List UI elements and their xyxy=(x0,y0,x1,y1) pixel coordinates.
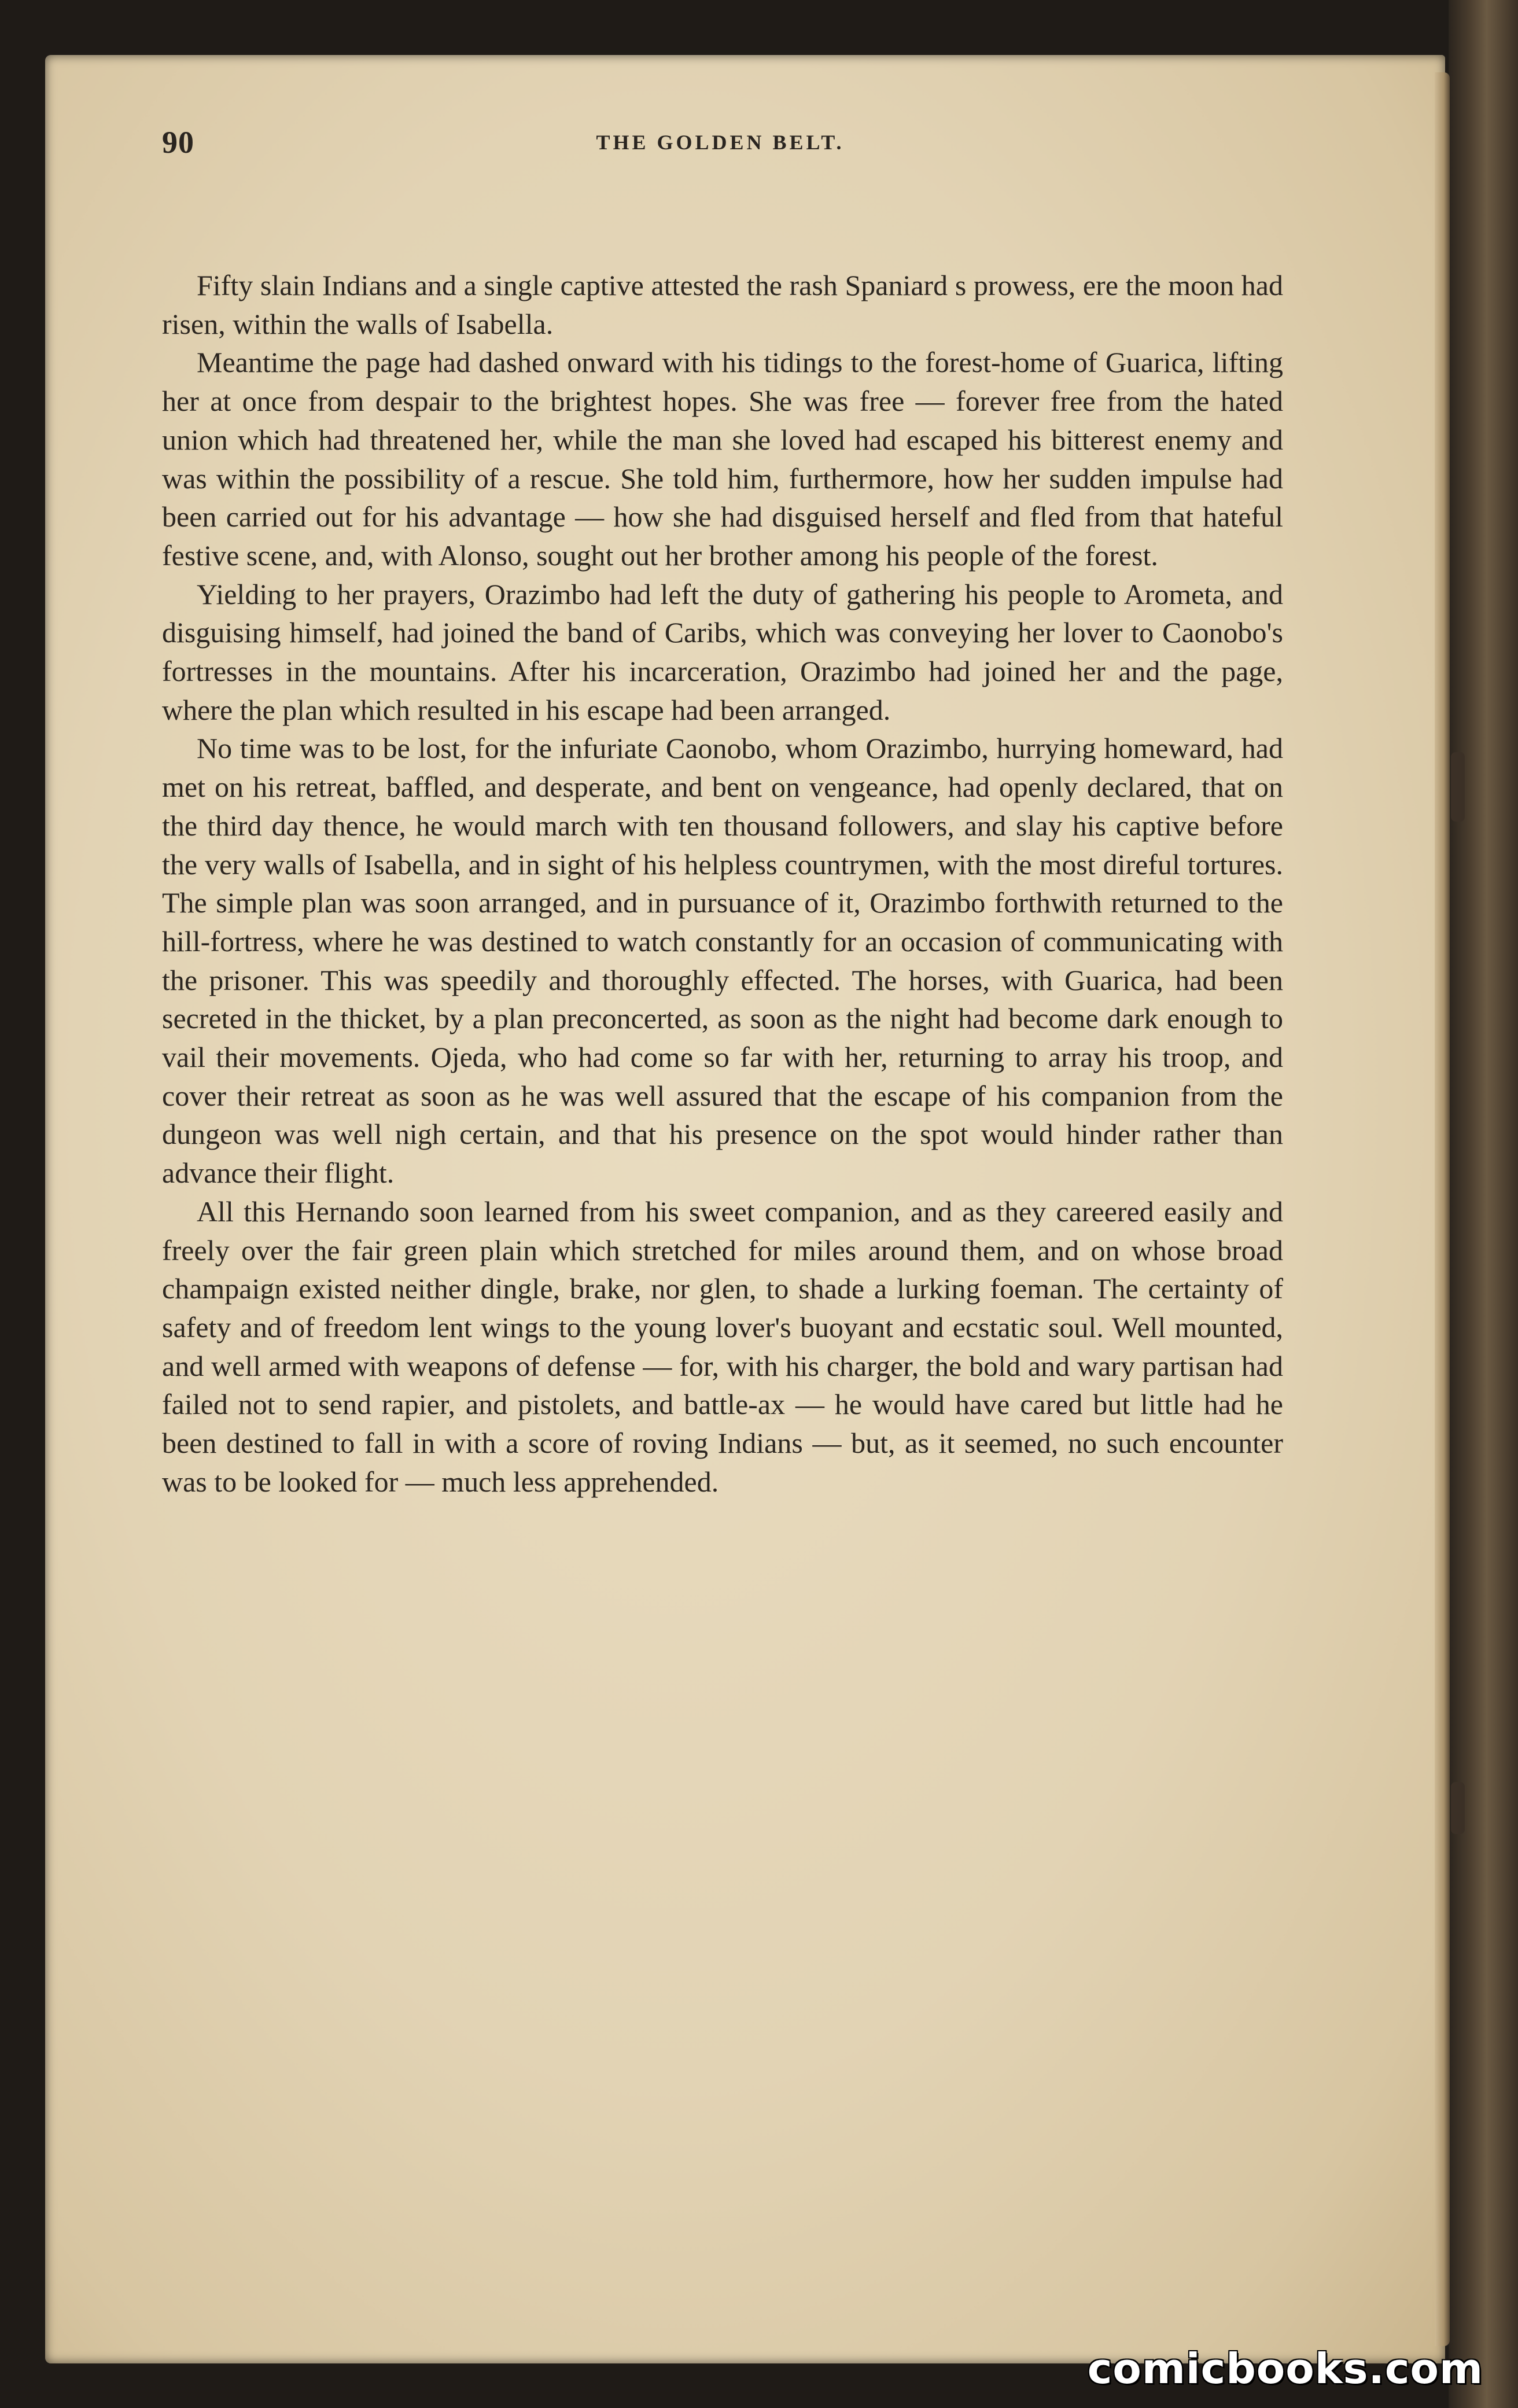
running-head xyxy=(162,124,1278,182)
book-spine-shadow xyxy=(1449,0,1518,2408)
paragraph: Yielding to her prayers, Orazimbo had left the duty of gathering his people to Arometa, and disguising himself, had joined the band of Caribs, which was conveying her lover to Caonobo's fortresses in the mountains. After his incarceration, Orazimbo had joined her and the page, where the plan which resulted in his escape had been arranged. xyxy=(162,577,1283,726)
body-text xyxy=(162,266,1283,1501)
page-edge xyxy=(1435,72,1450,2346)
running-title: THE GOLDEN BELT. xyxy=(596,131,845,154)
paragraph: Fifty slain Indians and a single captive attested the rash Spaniard s prowess, ere the moon had risen, within the walls of Isabella. xyxy=(162,269,1283,340)
paragraph: Meantime the page had dashed onward with his tidings to the forest-home of Guarica, lifting her at once from despair to the brightest hopes. She was free — forever free from the hated union which had threatened her, while the man she loved had escaped his bitterest enemy and was within the possibility of a rescue. She told him, furthermore, how her sudden impulse had been carried out for his advantage — how she had disguised herself and fled from that hateful festive scene, and, with Alonso, sought out her brother among his people of the forest. xyxy=(162,346,1283,572)
paragraph: All this Hernando soon learned from his sweet companion, and as they careered easily and freely over the fair green plain which stretched for miles around them, and on whose broad champaign existed neither dingle, brake, nor glen, to shade a lurking foeman. The certainty of safety and of freedom lent wings to the young lover's buoyant and ecstatic soul. Well mounted, and well armed with weapons of defense — for, with his charger, the bold and wary partisan had failed not to send rapier, and pistolets, and battle-ax — he would have cared but little had he been destined to fall in with a score of roving Indians — but, as it seemed, no such encounter was to be looked for — much less apprehended. xyxy=(162,1195,1283,1498)
page-number: 90 xyxy=(162,125,194,160)
binding-thread-mark xyxy=(1451,752,1465,822)
site-watermark: comicbooks.com xyxy=(1087,2344,1483,2393)
binding-thread-mark xyxy=(1451,1782,1465,1834)
paragraph: No time was to be lost, for the infuriate Caonobo, whom Orazimbo, hurrying homeward, had met on his retreat, baffled, and desperate, and bent on vengeance, had openly declared, that on the third day thence, he would march with ten thousand followers, and slay his captive before the very walls of Isabella, and in sight of his helpless countrymen, with the most direful tortures. The simple plan was soon arranged, and in pursuance of it, Orazimbo forthwith returned to the hill-fortress, where he was destined to watch constantly for an occasion of communicating with the prisoner. This was speedily and thoroughly effected. The horses, with Guarica, had been secreted in the thicket, by a plan preconcerted, as soon as the night had become dark enough to vail their movements. Ojeda, who had come so far with her, returning to array his troop, and cover their retreat as soon as he was well assured that the escape of his companion from the dungeon was well nigh certain, and that his presence on the spot would hinder rather than advance their flight. xyxy=(162,732,1283,1190)
